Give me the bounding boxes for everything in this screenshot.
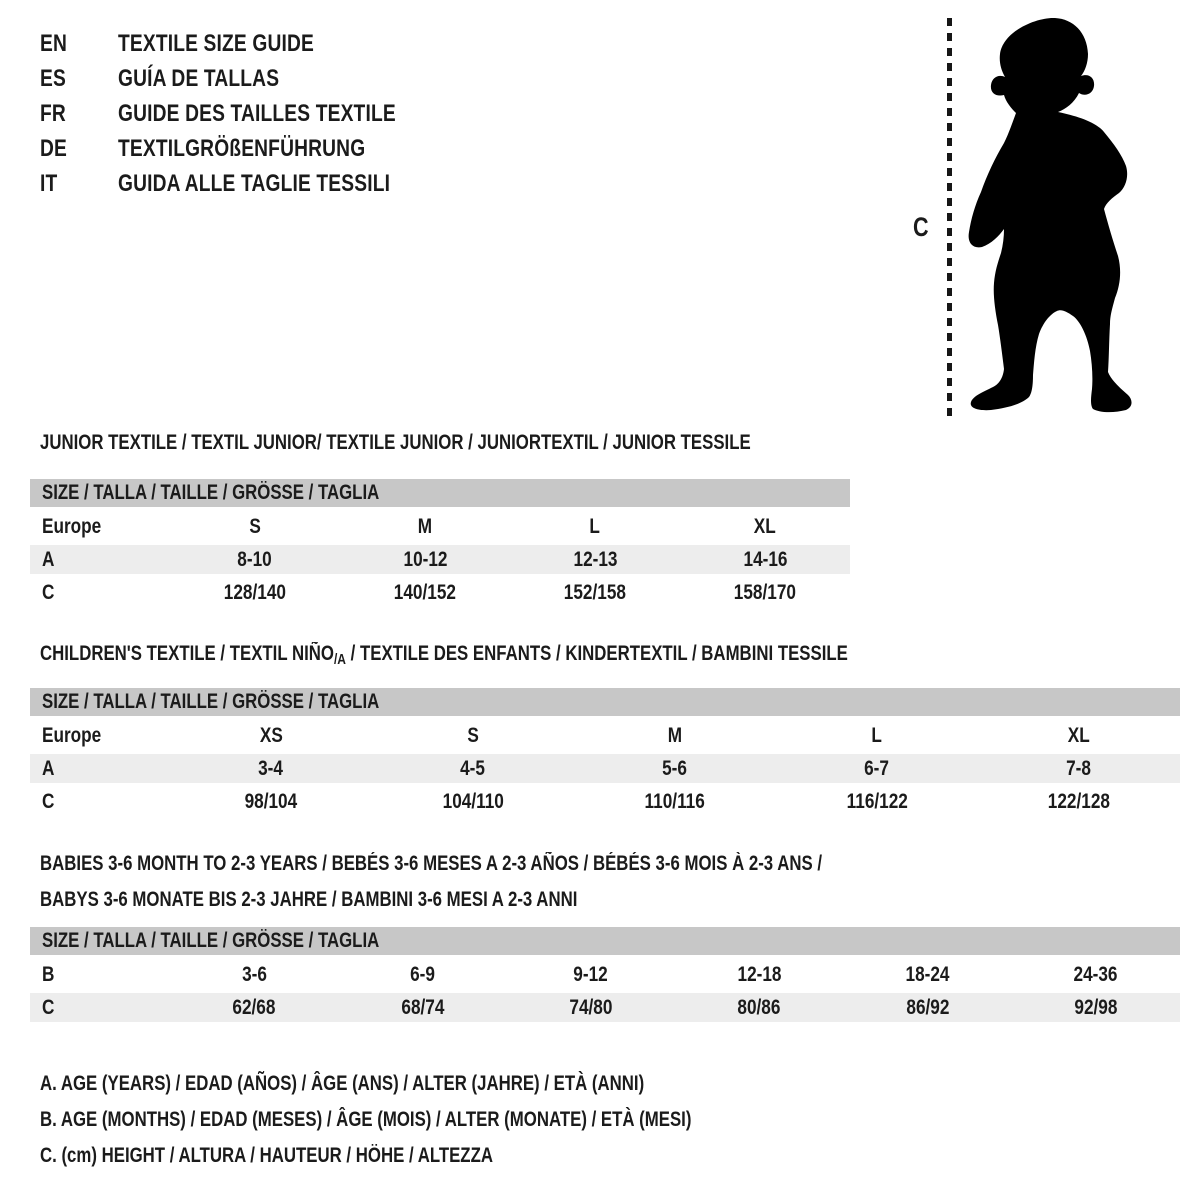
language-code: ES (40, 64, 66, 92)
row-label: B (42, 962, 55, 986)
cell: 10-12 (403, 547, 447, 571)
row-label: Europe (42, 514, 102, 538)
junior-section-title: JUNIOR TEXTILE / TEXTIL JUNIOR/ TEXTILE JUNIOR / JUNIORTEXTIL / JUNIOR TESSILE (40, 431, 751, 454)
cell: 104/110 (442, 789, 504, 813)
cell: 158/170 (733, 580, 797, 604)
cell: 5-6 (662, 756, 688, 780)
cell: 7-8 (1066, 756, 1092, 780)
cell: 110/116 (644, 789, 706, 813)
cell: 24-36 (1073, 962, 1118, 986)
size-header-bar: SIZE / TALLA / TAILLE / GRÖSSE / TAGLIA (30, 927, 1180, 955)
language-code: FR (40, 99, 66, 127)
cell: 140/152 (393, 580, 457, 604)
table-row-height (30, 787, 1180, 816)
cell: 152/158 (563, 580, 627, 604)
cell: 116/122 (846, 789, 908, 813)
footnote-c: C. (cm) HEIGHT / ALTURA / HAUTEUR / HÖHE / ALTEZZA (40, 1144, 493, 1167)
size-header-bar: SIZE / TALLA / TAILLE / GRÖSSE / TAGLIA (30, 479, 850, 507)
row-label: Europe (42, 723, 102, 747)
language-label: GUÍA DE TALLAS (118, 64, 280, 92)
row-label: C (42, 789, 55, 813)
table-row-region (30, 512, 850, 541)
language-label: TEXTILE SIZE GUIDE (118, 29, 314, 57)
cell: S (467, 723, 479, 747)
cell: 74/80 (569, 995, 613, 1019)
cell: 92/98 (1074, 995, 1118, 1019)
language-row-it (40, 166, 465, 201)
footnote-a: A. AGE (YEARS) / EDAD (AÑOS) / ÂGE (ANS) / ALTER (JAHRE) / ETÀ (ANNI) (40, 1072, 645, 1095)
nino-a-subscript: /A (333, 651, 346, 668)
cell: S (249, 514, 261, 538)
cell: 14-16 (743, 547, 787, 571)
babies-size-table (30, 927, 1180, 1026)
footnote-b: B. AGE (MONTHS) / EDAD (MESES) / ÂGE (MOIS) / ALTER (MONATE) / ETÀ (MESI) (40, 1108, 692, 1131)
language-label: GUIDE DES TAILLES TEXTILE (118, 99, 396, 127)
language-row-fr (40, 96, 465, 131)
cell: 86/92 (905, 995, 949, 1019)
cell: XL (1067, 723, 1090, 747)
language-title-list (40, 26, 465, 201)
junior-size-table (30, 479, 850, 611)
cell: XL (753, 514, 776, 538)
toddler-silhouette-graphic (963, 16, 1135, 418)
language-row-de (40, 131, 465, 166)
height-measure-dashed-line (947, 18, 952, 416)
cell: 80/86 (737, 995, 781, 1019)
table-row-height (30, 578, 850, 607)
size-header-bar: SIZE / TALLA / TAILLE / GRÖSSE / TAGLIA (30, 688, 1180, 716)
language-code: EN (40, 29, 67, 57)
legend-footnotes (40, 1066, 854, 1174)
language-code: DE (40, 134, 67, 162)
cell: 9-12 (573, 962, 609, 986)
children-size-table (30, 688, 1180, 820)
language-code: IT (40, 169, 58, 197)
cell: 12-13 (573, 547, 617, 571)
table-row-age (30, 545, 850, 574)
cell: 98/104 (244, 789, 298, 813)
cell: 128/140 (223, 580, 287, 604)
cell: L (871, 723, 883, 747)
height-measure-label: C (913, 212, 929, 242)
table-row-height (30, 993, 1180, 1022)
table-row-age-months (30, 960, 1180, 989)
language-row-es (40, 61, 465, 96)
language-label: GUIDA ALLE TAGLIE TESSILI (118, 169, 391, 197)
cell: M (667, 723, 683, 747)
cell: 122/128 (1047, 789, 1111, 813)
cell: M (417, 514, 433, 538)
row-label: C (42, 995, 55, 1019)
cell: 3-6 (241, 962, 267, 986)
cell: 8-10 (237, 547, 273, 571)
children-section-title: CHILDREN'S TEXTILE / TEXTIL $NIÑO_{/A}$ / TEXTILE DES ENFANTS / KINDERTEXTIL / BAMBINI TESSILE (40, 642, 848, 668)
cell: 68/74 (400, 995, 445, 1019)
cell: 6-9 (410, 962, 435, 986)
cell: 3-4 (258, 756, 284, 780)
cell: 6-7 (864, 756, 890, 780)
row-label: A (42, 756, 55, 780)
cell: 12-18 (737, 962, 782, 986)
row-label: A (42, 547, 55, 571)
table-row-region (30, 721, 1180, 750)
table-row-age (30, 754, 1180, 783)
language-label: TEXTILGRÖßENFÜHRUNG (118, 134, 366, 162)
cell: 62/68 (232, 995, 276, 1019)
row-label: C (42, 580, 55, 604)
cell: XS (259, 723, 283, 747)
cell: 4-5 (460, 756, 486, 780)
language-row-en (40, 26, 465, 61)
cell: 18-24 (905, 962, 950, 986)
cell: L (589, 514, 601, 538)
babies-section-title: BABIES 3-6 MONTH TO 2-3 YEARS / BEBÉS 3-6 MESES A 2-3 AÑOS / BÉBÉS 3-6 MOIS À 2-3 ANS / BABYS 3-6 MONATE BIS 2-3 JAHRE / BAMBINI 3-6 MESI A 2-3 ANNI (40, 852, 823, 911)
